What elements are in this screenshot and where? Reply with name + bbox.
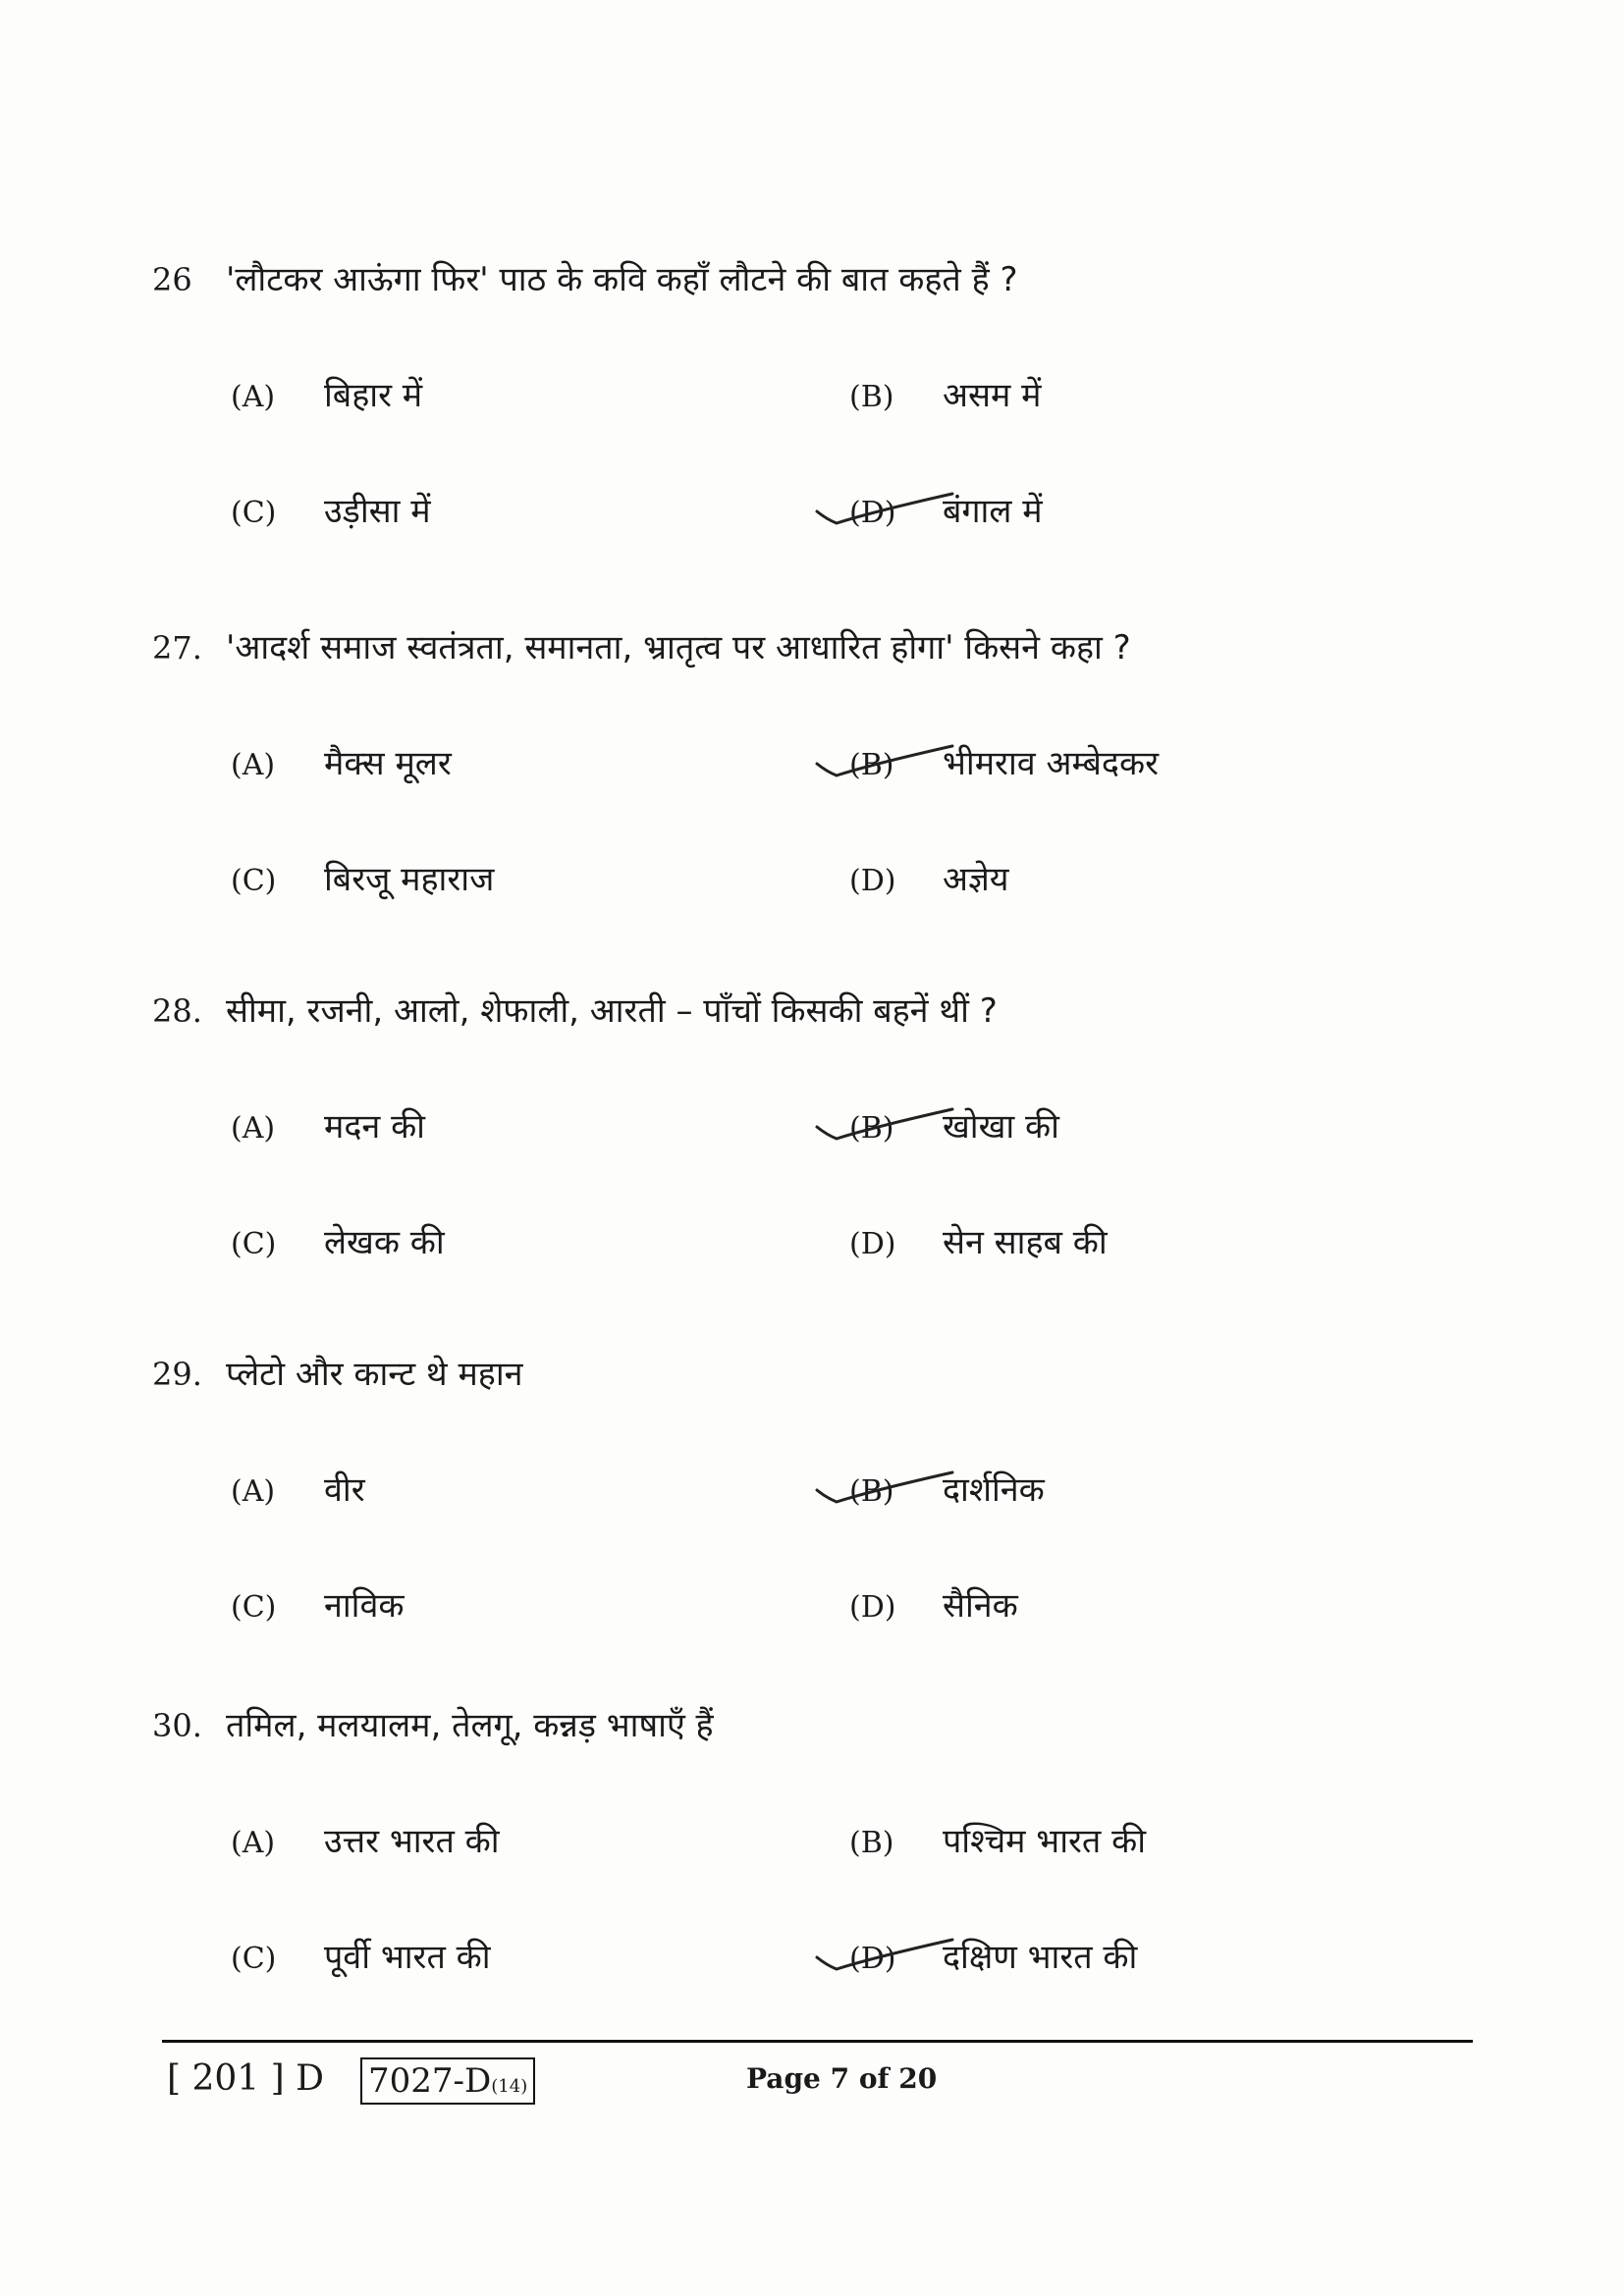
question-text: 'लौटकर आऊंगा फिर' पाठ के कवि कहाँ लौटने की बात कहते हैं ? xyxy=(226,260,1018,299)
option-b xyxy=(849,1461,1045,1520)
question-stem xyxy=(152,982,1507,1041)
question-28 xyxy=(152,982,1507,1272)
option-text: बिहार में xyxy=(324,376,423,415)
paper-code: 7027-D xyxy=(368,2061,492,2101)
question-27 xyxy=(152,618,1507,909)
options-row xyxy=(152,366,1507,425)
option-text: नाविक xyxy=(324,1586,405,1626)
option-label: (C) xyxy=(231,1227,277,1261)
option-label xyxy=(849,484,943,543)
option-c xyxy=(231,1576,405,1635)
options-row xyxy=(152,1213,1507,1272)
page-footer xyxy=(167,2050,1473,2109)
option-text: बंगाल में xyxy=(943,492,1043,531)
page-number: Page 7 of 20 xyxy=(746,2062,938,2095)
question-number: 28. xyxy=(152,992,202,1030)
option-text: लेखक की xyxy=(324,1223,445,1262)
option-d xyxy=(849,482,1043,541)
option-label: (C) xyxy=(231,1590,277,1625)
question-stem xyxy=(152,1345,1507,1404)
paper-code-suffix: (14) xyxy=(491,2076,528,2097)
option-label: (A) xyxy=(231,380,276,414)
option-text: खोखा की xyxy=(943,1107,1059,1147)
option-c xyxy=(231,1213,445,1272)
option-text: अज्ञेय xyxy=(943,860,1009,899)
option-label: (A) xyxy=(231,1474,276,1509)
options-row xyxy=(152,734,1507,793)
footer-divider xyxy=(162,2040,1473,2043)
option-b xyxy=(849,734,1159,793)
question-number: 29. xyxy=(152,1356,202,1393)
question-number: 27. xyxy=(152,629,202,667)
option-label-text: (D) xyxy=(849,496,896,530)
question-text: प्लेटो और कान्ट थे महान xyxy=(226,1355,523,1394)
option-text: असम में xyxy=(943,376,1042,415)
question-30 xyxy=(152,1696,1507,1987)
question-text: सीमा, रजनी, आलो, शेफाली, आरती – पाँचों किसकी बहनें थीं ? xyxy=(226,991,998,1031)
option-label: (C) xyxy=(231,1942,277,1976)
paper-code-box xyxy=(360,2057,535,2105)
option-text: पश्चिम भारत की xyxy=(943,1822,1147,1861)
option-label: (D) xyxy=(849,1590,896,1625)
option-label-text: (B) xyxy=(849,1111,894,1146)
option-d xyxy=(849,850,1009,909)
option-c xyxy=(231,850,494,909)
option-d xyxy=(849,1928,1137,1987)
option-label xyxy=(849,1930,943,1989)
options-row xyxy=(152,1576,1507,1635)
option-text: मदन की xyxy=(324,1107,425,1147)
options-row xyxy=(152,850,1507,909)
option-text: सैनिक xyxy=(943,1586,1018,1626)
option-text: दार्शनिक xyxy=(943,1470,1045,1510)
question-stem xyxy=(152,1696,1507,1755)
option-a xyxy=(231,366,422,425)
option-label: (D) xyxy=(849,1227,896,1261)
option-label: (C) xyxy=(231,864,277,898)
option-d xyxy=(849,1213,1108,1272)
option-label: (B) xyxy=(849,1826,894,1860)
question-stem xyxy=(152,250,1507,309)
option-text: दक्षिण भारत की xyxy=(943,1938,1138,1977)
option-label xyxy=(849,1463,943,1522)
option-a xyxy=(231,1812,500,1871)
option-label-text: (D) xyxy=(849,1942,896,1976)
option-label-text: (B) xyxy=(849,1474,894,1509)
question-stem xyxy=(152,618,1507,677)
question-29 xyxy=(152,1345,1507,1635)
option-text: उत्तर भारत की xyxy=(324,1822,500,1861)
option-b xyxy=(849,366,1041,425)
option-label: (D) xyxy=(849,864,896,898)
options-row xyxy=(152,1461,1507,1520)
question-text: तमिल, मलयालम, तेलगू, कन्नड़ भाषाएँ हैं xyxy=(226,1706,714,1745)
option-label: (C) xyxy=(231,496,277,530)
option-b xyxy=(849,1097,1059,1156)
option-text: सेन साहब की xyxy=(943,1223,1108,1262)
option-d xyxy=(849,1576,1018,1635)
options-row xyxy=(152,1097,1507,1156)
options-row xyxy=(152,1812,1507,1871)
option-label xyxy=(849,1099,943,1158)
option-c xyxy=(231,1928,491,1987)
options-row xyxy=(152,1928,1507,1987)
option-text: भीमराव अम्बेदकर xyxy=(943,744,1159,783)
option-a xyxy=(231,1461,365,1520)
subject-code: [ 201 ] D xyxy=(167,2058,324,2099)
option-text: उड़ीसा में xyxy=(324,492,431,531)
options-row xyxy=(152,482,1507,541)
option-b xyxy=(849,1812,1146,1871)
option-c xyxy=(231,482,431,541)
question-number: 30. xyxy=(152,1707,202,1744)
question-number: 26 xyxy=(152,261,192,298)
option-label: (A) xyxy=(231,748,276,782)
option-label xyxy=(849,736,943,795)
option-label: (B) xyxy=(849,380,894,414)
option-label-text: (B) xyxy=(849,748,894,782)
option-a xyxy=(231,1097,425,1156)
option-a xyxy=(231,734,452,793)
option-text: वीर xyxy=(324,1470,365,1510)
question-26 xyxy=(152,250,1507,541)
option-label: (A) xyxy=(231,1826,276,1860)
option-text: बिरजू महाराज xyxy=(324,860,495,899)
option-text: मैक्स मूलर xyxy=(324,744,452,783)
option-label: (A) xyxy=(231,1111,276,1146)
question-text: 'आदर्श समाज स्वतंत्रता, समानता, भ्रातृत्व पर आधारित होगा' किसने कहा ? xyxy=(226,628,1131,667)
option-text: पूर्वी भारत की xyxy=(324,1938,491,1977)
